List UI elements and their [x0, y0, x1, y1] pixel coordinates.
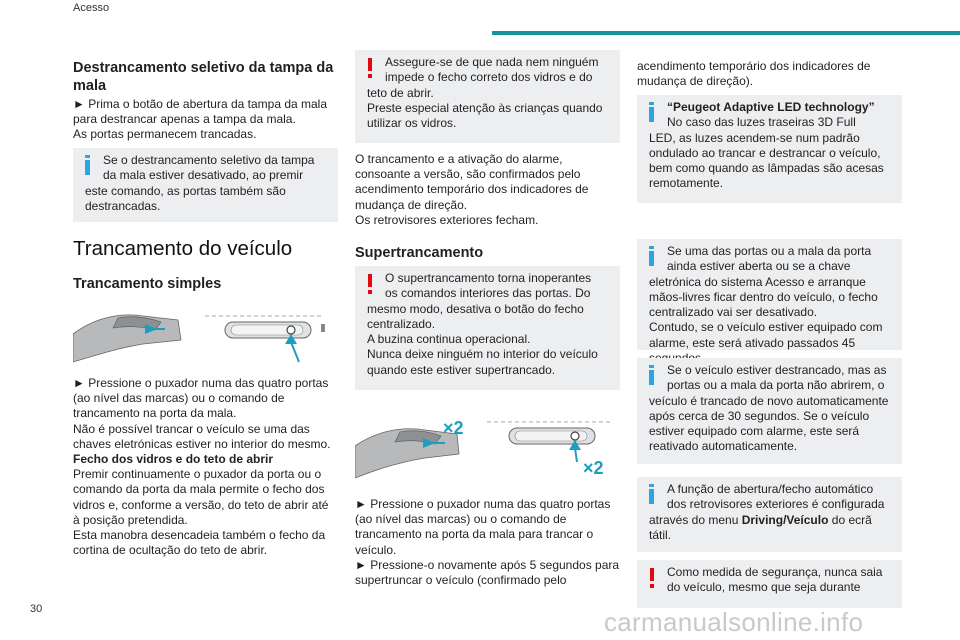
- warning-icon: [650, 568, 654, 588]
- header-accent-bar: [492, 31, 960, 35]
- svg-text:×2: ×2: [443, 418, 464, 438]
- info-box: Se o veículo estiver destrancado, mas as portas ou a mala da porta não abrirem, o veículo é trancado de novo automaticamente após cerca de 30 segundos. Se o veículo estiver equipado com alarme, este será reativado automaticamente.: [637, 358, 902, 464]
- warning-box: Assegure-se de que nada nem ninguém impede o fecho correto dos vidros e do teto de abrir. Preste especial atenção às crianças quando utilizar os vidros.: [355, 50, 620, 143]
- info-icon: [649, 102, 654, 122]
- info-icon: [85, 155, 90, 175]
- heading-seletivo: Destrancamento seletivo da tampa da mala: [73, 60, 334, 94]
- heading-supertrancamento: Supertrancamento: [355, 245, 484, 261]
- warning-icon: [368, 274, 372, 294]
- info-icon: [649, 484, 654, 504]
- info-box: Se o destrancamento seletivo da tampa da mala estiver desativado, ao premir este comando, as portas também são destrancadas.: [73, 148, 338, 222]
- supertrancamento-illustration: [355, 408, 620, 480]
- paragraph-fecho: Premir continuamente o puxador da porta ou o comando da porta da mala permite o fecho dos vidros e, conforme a versão, do teto de abrir até à posição pretendida. Esta manobra desencadeia também o fecho da cortina de ocultação do teto de abrir.: [73, 467, 329, 558]
- watermark: carmanualsonline.info: [604, 607, 864, 637]
- page-section-title: Acesso: [73, 2, 110, 14]
- paragraph-supertrancamento: ► Pressione o puxador numa das quatro portas (ao nível das marcas) ou o comando de trancamento na porta da mala para trancar o veículo. ► Pressione-o novamente após 5 segundos para supertruncar o veículo (confirmado pelo: [355, 497, 620, 588]
- paragraph-seletivo: ► Prima o botão de abertura da tampa da mala para destrancar apenas a tampa da mala. As portas permanecem trancadas.: [73, 97, 328, 142]
- page-number: 30: [30, 603, 43, 615]
- svg-text:×2: ×2: [583, 458, 604, 478]
- info-box: Se uma das portas ou a mala da porta ainda estiver aberta ou se a chave eletrónica do sistema Acesso e arranque mãos-livres ficar dentro do veículo, o fecho centralizado vai ser desativado. Contudo, se o veículo estiver equipado com alarme, este será ativado passados 45: [637, 239, 902, 350]
- warning-box: O supertrancamento torna inoperantes os comandos interiores das portas. Do mesmo modo, desativa o botão do fecho centralizado. A buzina continua operacional. Nunca deixe ninguém no interior do veículo quando este estiver supertrancado.: [355, 266, 620, 390]
- paragraph-simples: ► Pressione o puxador numa das quatro portas (ao nível das marcas) ou o comando de trancamento na porta da mala. Não é possível trancar o veículo se uma das chaves eletrónicas estiver no interior do mesmo.: [73, 376, 331, 451]
- warning-box: Como medida de segurança, nunca saia do veículo, mesmo que seja durante: [637, 560, 902, 608]
- heading-fecho: Fecho dos vidros e do teto de abrir: [73, 452, 274, 467]
- paragraph-alarme: O trancamento e a ativação do alarme, consoante a versão, são confirmados pelo acendimento temporário dos indicadores de mudança de direção. Os retrovisores exteriores fecham.: [355, 152, 589, 227]
- door-handle-illustration: [73, 304, 338, 364]
- warning-icon: [368, 58, 372, 78]
- info-icon: [649, 246, 654, 266]
- heading-trancamento-simples: Trancamento simples: [73, 276, 222, 292]
- info-icon: [649, 365, 654, 385]
- paragraph-continuation: acendimento temporário dos indicadores de mudança de direção).: [637, 59, 871, 89]
- info-box: A função de abertura/fecho automático dos retrovisores exteriores é configurada através do menu Driving/Veículo do ecrã tátil.: [637, 477, 902, 552]
- info-box: “Peugeot Adaptive LED technology” No caso das luzes traseiras 3D Full LED, as luzes acendem-se num padrão ondulado ao trancar e destrancar o veículo, bem como quando as lâmpadas são acesas remotamente.: [637, 95, 902, 203]
- heading-trancamento: Trancamento do veículo: [73, 237, 293, 260]
